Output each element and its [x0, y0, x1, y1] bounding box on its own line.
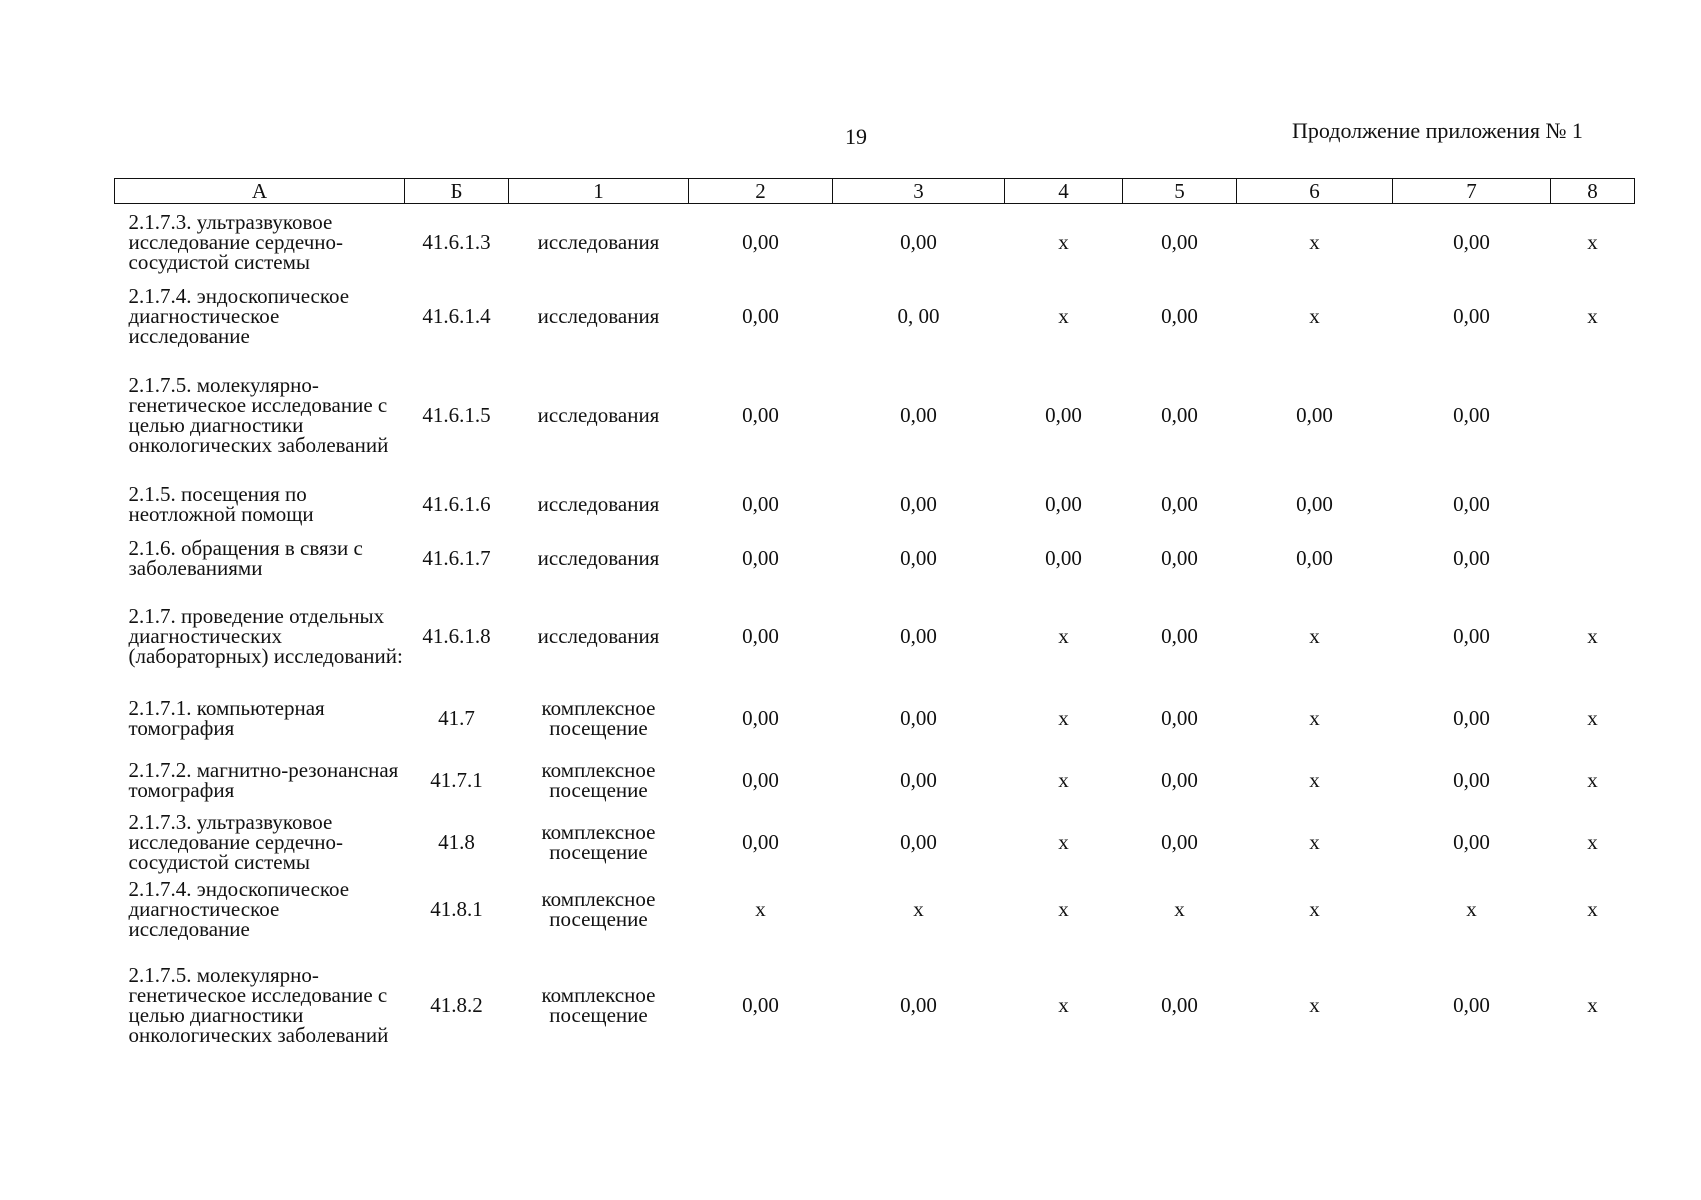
cell-name: 2.1.5. посещения по неотложной помощи — [128, 482, 314, 526]
cell-code: 41.6.1.3 — [422, 230, 491, 254]
table-row — [115, 945, 1635, 1065]
column-header-2: 2 — [689, 179, 833, 204]
cell-col-3: 0,00 — [900, 546, 937, 570]
cell-col-3: 0,00 — [900, 624, 937, 648]
column-header-5: 5 — [1123, 179, 1237, 204]
cell-col-8 — [1551, 352, 1635, 477]
cell-name: 2.1.7.5. молекулярно-генетическое исследование с целью диагностики онкологических заболеваний — [128, 963, 389, 1047]
column-header-3: 3 — [833, 179, 1005, 204]
column-header-6: 6 — [1237, 179, 1393, 204]
cell-col-5: 0,00 — [1161, 492, 1198, 516]
column-header-1: 1 — [509, 179, 689, 204]
cell-col-3: 0,00 — [900, 830, 937, 854]
cell-col-6: х — [1309, 304, 1320, 328]
cell-col-2: 0,00 — [742, 492, 779, 516]
cell-name: 2.1.7.3. ультразвуковое исследование сердечно-сосудистой системы — [128, 810, 343, 874]
cell-col-6: х — [1309, 230, 1320, 254]
cell-code: 41.6.1.5 — [422, 402, 491, 427]
column-header-4: 4 — [1005, 179, 1123, 204]
cell-col-4: х — [1058, 830, 1069, 854]
cell-col-8: х — [1587, 624, 1598, 648]
cell-col-6: х — [1309, 706, 1320, 730]
table-header-row — [115, 179, 1635, 204]
cell-unit: исследования — [537, 402, 660, 427]
data-table — [114, 178, 1635, 1065]
cell-col-8: х — [1587, 230, 1598, 254]
cell-col-2: 0,00 — [742, 993, 779, 1017]
cell-col-7: 0,00 — [1453, 830, 1490, 854]
table-row — [115, 687, 1635, 749]
cell-col-4: х — [1058, 304, 1069, 328]
column-header-a: А — [115, 179, 405, 204]
cell-col-7: 0,00 — [1453, 402, 1490, 427]
cell-col-5: 0,00 — [1161, 830, 1198, 854]
cell-name: 2.1.7.5. молекулярно-генетическое исследование с целью диагностики онкологических заболеваний — [128, 372, 389, 457]
cell-unit: комплексное посещение — [541, 820, 656, 864]
cell-name: 2.1.7.4. эндоскопическое диагностическое исследование — [128, 284, 350, 348]
cell-col-5: 0,00 — [1161, 624, 1198, 648]
cell-code: 41.6.1.7 — [422, 546, 491, 570]
cell-col-7: 0,00 — [1453, 624, 1490, 648]
cell-col-6: х — [1309, 624, 1320, 648]
cell-name: 2.1.7.1. компьютерная томография — [128, 696, 325, 740]
cell-col-3: 0,00 — [900, 706, 937, 730]
cell-col-4: 0,00 — [1045, 492, 1082, 516]
cell-code: 41.8.1 — [430, 897, 483, 921]
cell-code: 41.8.2 — [430, 993, 483, 1017]
table-row — [115, 204, 1635, 281]
cell-col-8: х — [1587, 830, 1598, 854]
cell-code: 41.8 — [438, 830, 475, 854]
cell-unit: исследования — [537, 304, 660, 328]
cell-col-8: х — [1587, 897, 1598, 921]
cell-col-2: х — [755, 897, 766, 921]
cell-col-4: х — [1058, 624, 1069, 648]
table-row — [115, 585, 1635, 687]
cell-code: 41.6.1.8 — [422, 624, 491, 648]
cell-col-8: х — [1587, 993, 1598, 1017]
cell-col-7: 0,00 — [1453, 993, 1490, 1017]
cell-unit: исследования — [537, 492, 660, 516]
cell-col-3: 0,00 — [900, 230, 937, 254]
cell-code: 41.7 — [438, 706, 475, 730]
cell-col-7: 0,00 — [1453, 492, 1490, 516]
cell-unit: исследования — [537, 546, 660, 570]
cell-col-5: 0,00 — [1161, 546, 1198, 570]
column-header-8: 8 — [1551, 179, 1635, 204]
cell-col-4: 0,00 — [1045, 402, 1082, 427]
cell-col-2: 0,00 — [742, 402, 779, 427]
cell-col-5: 0,00 — [1161, 402, 1198, 427]
cell-unit: комплексное посещение — [541, 696, 656, 740]
cell-col-8 — [1551, 477, 1635, 531]
cell-col-2: 0,00 — [742, 706, 779, 730]
cell-col-5: 0,00 — [1161, 768, 1198, 792]
cell-col-7: 0,00 — [1453, 706, 1490, 730]
table-row — [115, 811, 1635, 873]
table-row — [115, 749, 1635, 811]
cell-name: 2.1.7.2. магнитно-резонансная томография — [128, 758, 399, 802]
cell-col-5: 0,00 — [1161, 304, 1198, 328]
cell-name: 2.1.6. обращения в связи с заболеваниями — [128, 536, 363, 580]
cell-col-4: х — [1058, 230, 1069, 254]
cell-col-3: 0,00 — [900, 993, 937, 1017]
cell-unit: исследования — [537, 624, 660, 648]
cell-col-2: 0,00 — [742, 830, 779, 854]
cell-code: 41.6.1.4 — [422, 304, 491, 328]
cell-col-4: х — [1058, 993, 1069, 1017]
cell-col-8 — [1551, 531, 1635, 585]
cell-col-7: х — [1466, 897, 1477, 921]
cell-col-2: 0,00 — [742, 546, 779, 570]
cell-col-7: 0,00 — [1453, 304, 1490, 328]
cell-col-6: х — [1309, 830, 1320, 854]
cell-unit: комплексное посещение — [541, 983, 656, 1027]
column-header-7: 7 — [1393, 179, 1551, 204]
cell-col-5: х — [1174, 897, 1185, 921]
cell-unit: исследования — [537, 230, 660, 254]
cell-col-5: 0,00 — [1161, 230, 1198, 254]
cell-col-3: 0,00 — [900, 492, 937, 516]
cell-col-7: 0,00 — [1453, 546, 1490, 570]
cell-col-5: 0,00 — [1161, 706, 1198, 730]
cell-col-3: 0,00 — [900, 768, 937, 792]
cell-col-3: х — [913, 897, 924, 921]
cell-unit: комплексное посещение — [541, 758, 656, 802]
table-row — [115, 873, 1635, 945]
cell-col-3: 0,00 — [900, 402, 937, 427]
cell-col-8: х — [1587, 304, 1598, 328]
cell-col-6: 0,00 — [1296, 492, 1333, 516]
cell-name: 2.1.7. проведение отдельных диагностических (лабораторных) исследований: — [128, 604, 403, 668]
cell-col-4: 0,00 — [1045, 546, 1082, 570]
table-row — [115, 531, 1635, 585]
cell-col-6: х — [1309, 897, 1320, 921]
cell-col-8: х — [1587, 768, 1598, 792]
cell-col-7: 0,00 — [1453, 768, 1490, 792]
page-number: 19 — [845, 124, 867, 149]
cell-col-2: 0,00 — [742, 304, 779, 328]
cell-col-4: х — [1058, 897, 1069, 921]
column-header-b: Б — [405, 179, 509, 204]
cell-name: 2.1.7.3. ультразвуковое исследование сердечно-сосудистой системы — [128, 210, 343, 274]
cell-col-6: х — [1309, 768, 1320, 792]
cell-col-8: х — [1587, 706, 1598, 730]
cell-col-6: х — [1309, 993, 1320, 1017]
cell-col-2: 0,00 — [742, 230, 779, 254]
cell-col-4: х — [1058, 768, 1069, 792]
cell-code: 41.6.1.6 — [422, 492, 491, 516]
cell-col-6: 0,00 — [1296, 546, 1333, 570]
cell-col-3: 0, 00 — [897, 304, 940, 328]
table-row — [115, 477, 1635, 531]
cell-name: 2.1.7.4. эндоскопическое диагностическое исследование — [128, 877, 350, 941]
table-row — [115, 352, 1635, 477]
cell-col-2: 0,00 — [742, 768, 779, 792]
cell-col-7: 0,00 — [1453, 230, 1490, 254]
cell-col-4: х — [1058, 706, 1069, 730]
continuation-label: Продолжение приложения № 1 — [1292, 118, 1583, 143]
table-row — [115, 280, 1635, 352]
cell-col-6: 0,00 — [1296, 402, 1333, 427]
cell-code: 41.7.1 — [430, 768, 483, 792]
cell-unit: комплексное посещение — [541, 887, 656, 931]
cell-col-5: 0,00 — [1161, 993, 1198, 1017]
cell-col-2: 0,00 — [742, 624, 779, 648]
